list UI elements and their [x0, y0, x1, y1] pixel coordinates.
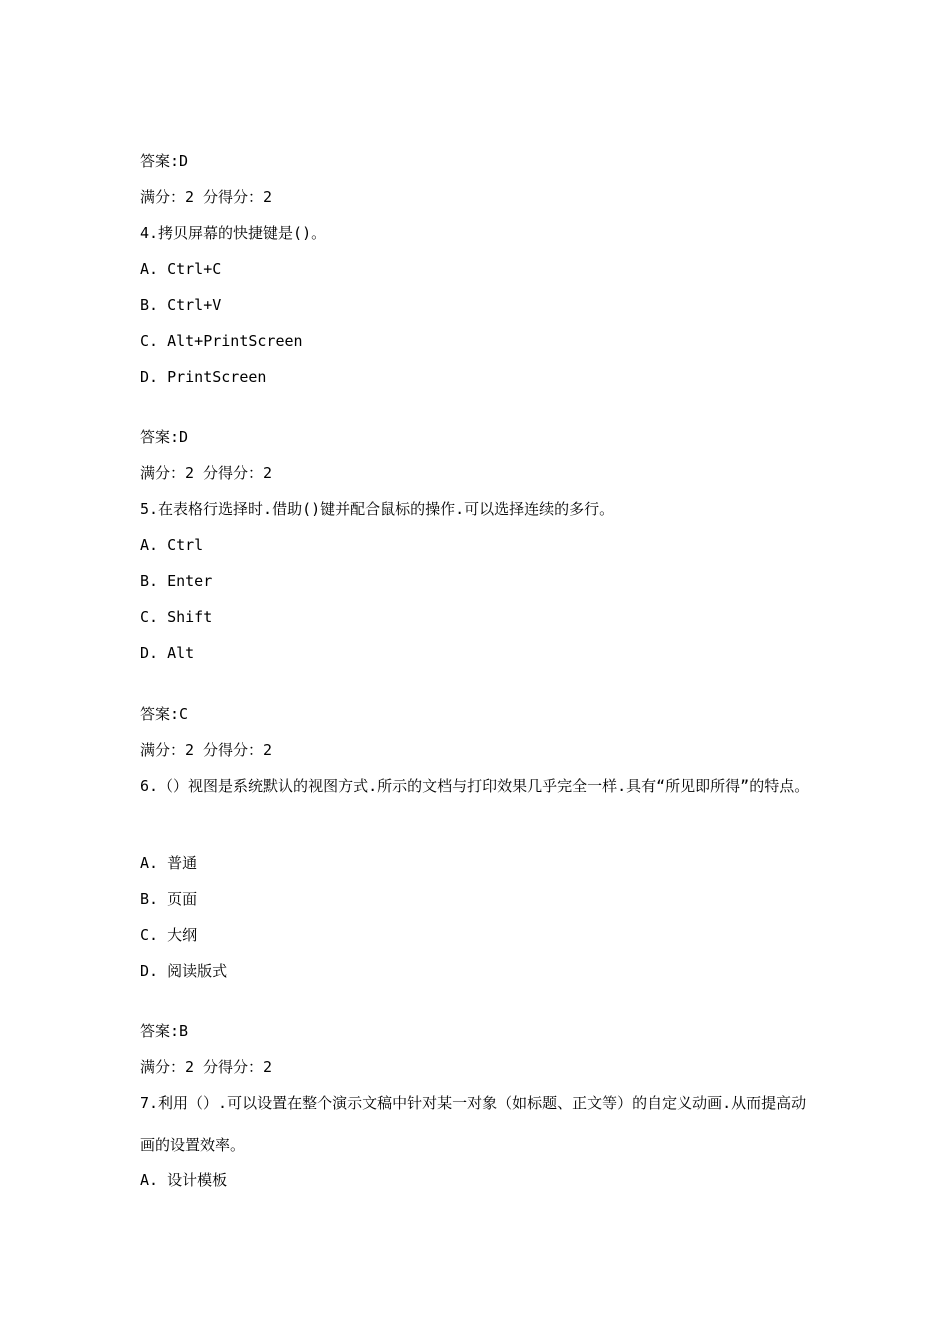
score-text: 满分：2 分得分：2: [140, 464, 273, 482]
question-text: 5.在表格行选择时.借助()键并配合鼠标的操作.可以选择连续的多行。: [140, 500, 615, 518]
answer-text: 答案:D: [140, 428, 189, 446]
option-d: D. 阅读版式: [140, 962, 228, 980]
answer-text: 答案:B: [140, 1022, 189, 1040]
answer-text: 答案:D: [140, 152, 189, 170]
answer-text: 答案:C: [140, 705, 189, 723]
option-a: A. Ctrl: [140, 536, 204, 554]
option-c: C. 大纲: [140, 926, 198, 944]
score-text: 满分：2 分得分：2: [140, 188, 273, 206]
option-c: C. Alt+PrintScreen: [140, 332, 303, 350]
option-b: B. Enter: [140, 572, 213, 590]
option-a: A. 普通: [140, 854, 198, 872]
option-a: A. 设计模板: [140, 1171, 228, 1189]
question-text: 7.利用（）.可以设置在整个演示文稿中针对某一对象（如标题、正文等）的自定义动画.从而提高动画的设置效率。: [140, 1094, 807, 1154]
score-text: 满分：2 分得分：2: [140, 741, 273, 759]
option-b: B. Ctrl+V: [140, 296, 222, 314]
option-d: D. Alt: [140, 644, 195, 662]
option-d: D. PrintScreen: [140, 368, 267, 386]
question-text: 6.（）视图是系统默认的视图方式.所示的文档与打印效果几乎完全一样.具有“所见即所得”的特点。: [140, 777, 810, 795]
option-c: C. Shift: [140, 608, 213, 626]
option-b: B. 页面: [140, 890, 198, 908]
option-a: A. Ctrl+C: [140, 260, 222, 278]
question-text: 4.拷贝屏幕的快捷键是()。: [140, 224, 327, 242]
score-text: 满分：2 分得分：2: [140, 1058, 273, 1076]
